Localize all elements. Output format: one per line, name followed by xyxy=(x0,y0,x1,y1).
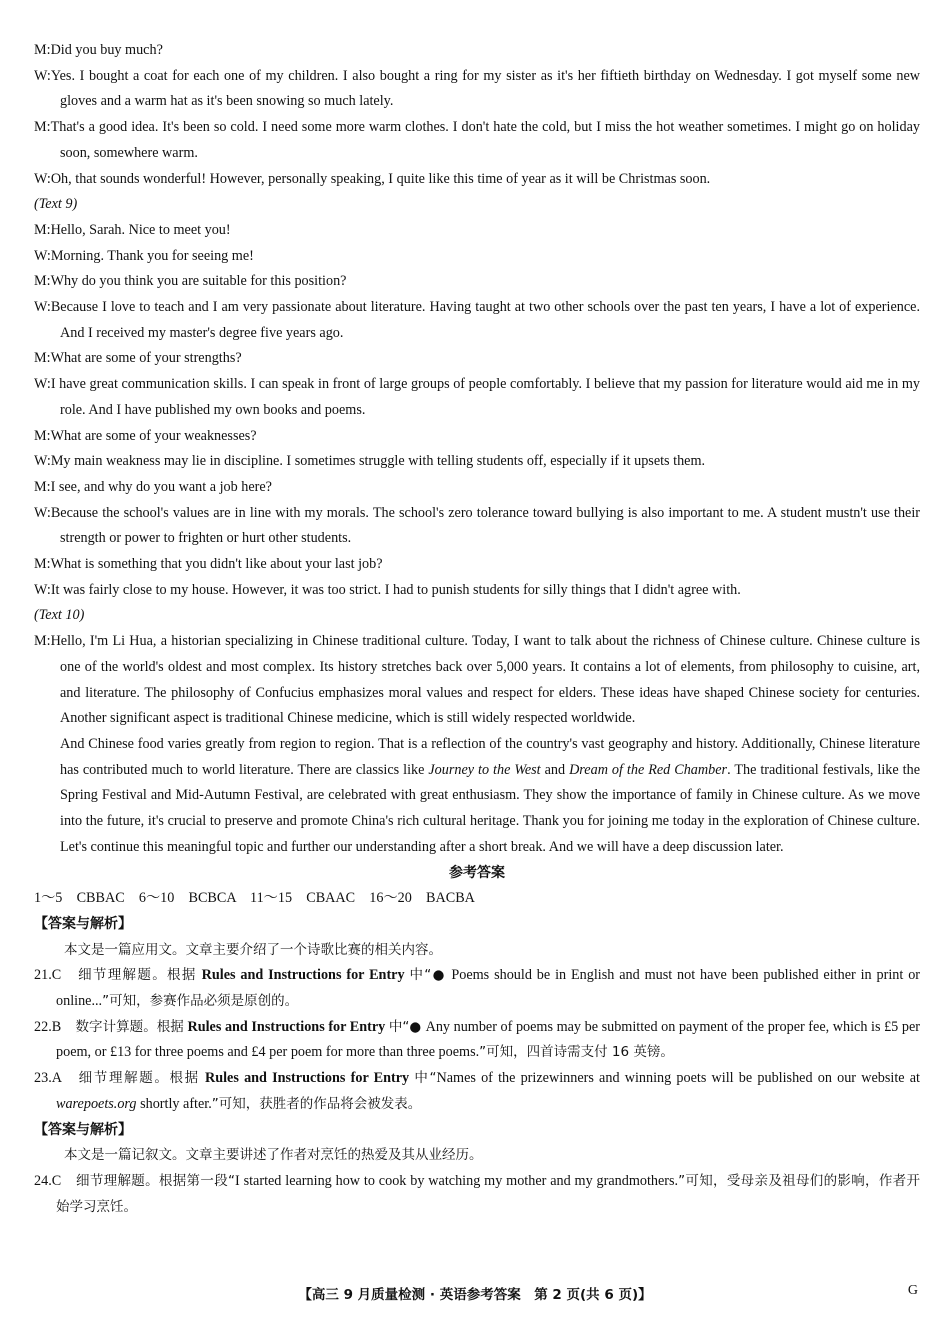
quote-text: I started learning how to cook by watching my mother and my grandmothers. xyxy=(235,1172,679,1189)
speaker: M: xyxy=(34,478,51,495)
speaker: M: xyxy=(34,556,51,573)
quote-text: shortly after. xyxy=(136,1095,212,1112)
website: warepoets.org xyxy=(56,1095,137,1112)
question-21 xyxy=(34,963,920,1014)
speaker: M: xyxy=(34,42,51,58)
monologue-paragraph xyxy=(34,629,920,732)
question-number: 23.A xyxy=(34,1070,62,1087)
question-type: 数字计算题。根据 xyxy=(75,1018,184,1035)
utterance: What are some of your strengths? xyxy=(50,350,242,367)
utterance: It was fairly close to my house. However, it was too strict. I had to punish students for silly things that I didn't agree with. xyxy=(50,581,741,598)
explanation: ”可知，获胜者的作品将会被发表。 xyxy=(211,1095,422,1112)
text10-label: (Text 10) xyxy=(34,607,85,624)
speaker: W: xyxy=(34,504,51,521)
question-24 xyxy=(34,1169,920,1220)
explanation: ”可知，四首诗需支付 16 英镑。 xyxy=(479,1044,674,1061)
speaker: W: xyxy=(34,170,51,187)
quote-text: Poems should be in English and must not have been published either in print or online... xyxy=(56,967,921,1010)
reference: Rules and Instructions for Entry xyxy=(201,967,405,984)
passage-summary: 本文是一篇应用文。文章主要介绍了一个诗歌比赛的相关内容。 xyxy=(64,941,442,958)
utterance: Oh, that sounds wonderful! However, personally speaking, I quite like this time of year as it will be Christmas soon. xyxy=(50,170,711,187)
question-type: 细节理解题。根据 xyxy=(78,967,197,984)
page-footer: 【高三 9 月质量检测 · 英语参考答案 第 2 页(共 6 页)】 xyxy=(298,1287,652,1303)
dialogue-line xyxy=(34,269,920,295)
dialogue-line xyxy=(34,64,920,115)
dialogue-line xyxy=(34,475,920,501)
dialogue-a xyxy=(34,38,920,192)
question-number: 22.B xyxy=(34,1018,62,1035)
speaker: W: xyxy=(34,453,51,470)
paragraph-text: . The traditional festivals, like the Spring Festival and Mid-Autumn Festival, are celebrated with great enthusiasm. They show the importance of family in Chinese culture. As we move into the future, it's crucial to preserve and promote China's rich cultural heritage. Thank you for joining me today in the exploration of Chinese culture. Let's continue this meaningful topic and further our understanding after a short break. And we will have a deep discussion later. xyxy=(60,761,920,855)
utterance: My main weakness may lie in discipline. I sometimes struggle with telling students off, especially if it upsets them. xyxy=(50,453,706,470)
dialogue-line xyxy=(34,424,920,450)
paragraph-text: And Chinese food varies greatly from region to region. That is a reflection of the country's vast geography and history. Additionally, Chinese literature has contributed much to world literature. There are classics like xyxy=(60,735,920,778)
utterance: What are some of your weaknesses? xyxy=(50,427,257,444)
dialogue-b xyxy=(34,218,920,604)
dialogue-line xyxy=(34,578,920,604)
quote-open: 中“● xyxy=(388,1018,426,1035)
dialogue-line xyxy=(34,167,920,193)
passage-summary: 本文是一篇记叙文。文章主要讲述了作者对烹饪的热爱及其从业经历。 xyxy=(64,1147,483,1164)
speaker: M: xyxy=(34,119,51,136)
paragraph-text: and xyxy=(540,761,570,778)
dialogue-line xyxy=(34,244,920,270)
explanation: ”可知，参赛作品必须是原创的。 xyxy=(102,993,299,1010)
speaker: W: xyxy=(34,376,51,393)
utterance: Because the school's values are in line with my morals. The school's zero tolerance toward bullying is also important to me. A student mustn't use their strength or power to frighten or hurt other students. xyxy=(50,504,920,547)
section-label: 【答案与解析】 xyxy=(34,1121,132,1138)
dialogue-line xyxy=(34,218,920,244)
question-type: 细节理解题。根据 xyxy=(78,1070,200,1087)
answers-title: 参考答案 xyxy=(449,864,505,881)
reference: Rules and Instructions for Entry xyxy=(187,1018,386,1035)
speaker: W: xyxy=(34,247,51,264)
speaker: W: xyxy=(34,67,51,84)
section-label: 【答案与解析】 xyxy=(34,915,132,932)
utterance: Because I love to teach and I am very passionate about literature. Having taught at two other schools over the past ten years, I have a lot of experience. And I received my master's degree five years ago. xyxy=(50,299,920,341)
book-title: Dream of the Red Chamber xyxy=(569,761,728,778)
quote-text: Any number of poems may be submitted on payment of the proper fee, which is £5 per poem, or £13 for three poems and £4 per poem for more than three poems. xyxy=(56,1018,920,1061)
paragraph-text: Hello, I'm Li Hua, a historian specializing in Chinese traditional culture. Today, I want to talk about the richness of Chinese culture. Chinese culture is one of the world's oldest and most complex. Its history stretches back over 5,000 years. It contains a lot of elements, from philosophy to cuisine, art, and literature. The philosophy of Confucius emphasizes moral values and respect for elders. These ideas have shaped Chinese society for centuries. Another significant aspect is traditional Chinese medicine, which is still widely respected worldwide. xyxy=(50,633,920,727)
utterance: Morning. Thank you for seeing me! xyxy=(50,247,254,264)
question-22 xyxy=(34,1015,920,1066)
utterance: I have great communication skills. I can speak in front of large groups of people comfortably. I believe that my passion for literature would aid me in my role. And I have published my own books and poems. xyxy=(50,376,920,418)
utterance: Why do you think you are suitable for this position? xyxy=(50,273,347,290)
dialogue-line xyxy=(34,501,920,552)
book-title: Journey to the West xyxy=(428,761,541,778)
dialogue-line xyxy=(34,346,920,372)
speaker: W: xyxy=(34,299,51,316)
question-number: 24.C xyxy=(34,1172,62,1189)
quote-open: 中“ xyxy=(414,1070,437,1087)
question-number: 21.C xyxy=(34,967,62,984)
dialogue-line xyxy=(34,552,920,578)
dialogue-line xyxy=(34,449,920,475)
speaker: M: xyxy=(34,633,51,650)
text9-label: (Text 9) xyxy=(34,196,78,213)
utterance: That's a good idea. It's been so cold. I need some more warm clothes. I don't hate the cold, but I miss the hot weather sometimes. I might go on holiday soon, somewhere warm. xyxy=(50,119,920,161)
dialogue-line xyxy=(34,372,920,423)
speaker: M: xyxy=(34,350,51,367)
utterance: Did you buy much? xyxy=(50,42,163,58)
utterance: Hello, Sarah. Nice to meet you! xyxy=(50,221,231,238)
explanation: ”可知，受母亲及祖母们的影响，作者开始学习烹饪。 xyxy=(56,1172,920,1215)
speaker: W: xyxy=(34,581,51,598)
dialogue-line xyxy=(34,115,920,166)
utterance: I see, and why do you want a job here? xyxy=(50,478,272,495)
quote-text: Names of the prizewinners and winning poets will be published on our website at xyxy=(436,1070,920,1087)
page-content xyxy=(34,38,920,1220)
utterance: Yes. I bought a coat for each one of my children. I also bought a ring for my sister as it's her fiftieth birthday on Wednesday. I got myself some new gloves and a warm hat as it's been snowing so much lately. xyxy=(50,67,920,110)
utterance: What is something that you didn't like about your last job? xyxy=(50,556,383,573)
speaker: M: xyxy=(34,221,51,238)
reference: Rules and Instructions for Entry xyxy=(204,1070,410,1087)
answer-key: 1～5 CBBAC 6～10 BCBCA 11～15 CBAAC 16～20 BACBA xyxy=(34,890,475,907)
speaker: M: xyxy=(34,427,51,444)
dialogue-line xyxy=(34,295,920,346)
dialogue-line xyxy=(34,38,920,64)
monologue-paragraph xyxy=(34,732,920,861)
quote-open: 中“● xyxy=(409,967,452,984)
speaker: M: xyxy=(34,273,51,290)
version-code: G xyxy=(907,1283,918,1298)
question-23 xyxy=(34,1066,920,1117)
text10-monologue xyxy=(34,629,920,860)
question-type: 细节理解题。根据第一段“ xyxy=(76,1172,235,1189)
